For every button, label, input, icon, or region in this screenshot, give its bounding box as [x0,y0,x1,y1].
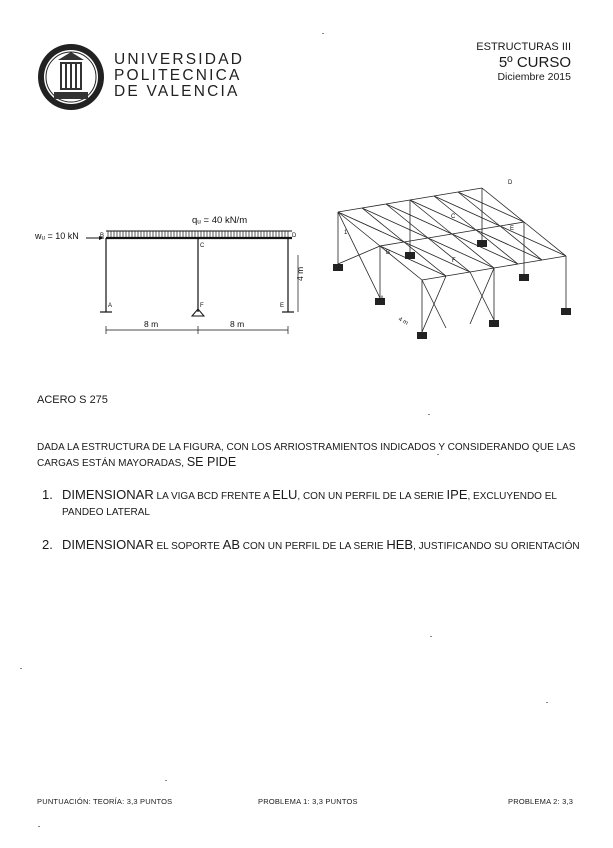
question-keyword: DIMENSIONAR [62,537,154,552]
frame-diagram [35,175,320,345]
iso-label-f: F [452,258,456,264]
node-label-a: A [108,303,113,309]
node-label-e: E [280,303,285,309]
course-info [371,40,571,84]
scan-speck [322,33,324,34]
span-right-label: 8 m [230,319,245,329]
university-seal-icon [36,42,106,112]
iso-label-1: 1 [344,230,348,236]
question-1 [42,487,580,521]
question-number: 1. [42,487,53,502]
iso-label-a: A [380,296,385,302]
question-text: , JUSTIFICANDO SU ORIENTACIÓN [413,541,580,552]
iso-label-d: D [508,180,513,186]
university-name-line-3: DE VALENCIA [114,83,240,100]
course-year: 5º CURSO [498,54,571,71]
question-keyword: ELU [272,487,298,502]
statement-se-pide: SE PIDE [186,455,237,469]
university-logo-block [36,42,246,112]
distributed-load-icon [106,231,292,237]
problem-statement [37,440,577,471]
node-label-f: F [200,303,204,309]
question-keyword: DIMENSIONAR [62,487,154,502]
footer-score-problem-2: PROBLEMA 2: 3,3 [508,797,574,806]
course-subject: ESTRUCTURAS III [476,41,571,53]
statement-text: DADA LA ESTRUCTURA DE LA FIGURA, CON LOS ARRIOSTRAMIENTOS INDICADOS Y CONSIDERANDO QUE LAS CARGAS ESTÁN MAYORADAS, [37,442,576,469]
distributed-load-label: qᵤ = 40 kN/m [192,215,248,226]
question-keyword: AB [222,537,240,552]
question-text: , CON UN PERFIL DE LA SERIE [297,491,447,502]
scan-speck [430,636,432,637]
question-text: , EXCLUYENDO EL PANDEO LATERAL [62,491,557,518]
footer-score-problem-1: PROBLEMA 1: 3,3 PUNTOS [258,797,358,806]
node-label-b: B [100,233,105,239]
course-date: Diciembre 2015 [497,71,571,83]
scan-speck [165,780,167,781]
material-label: ACERO S 275 [37,394,108,406]
question-2 [42,537,580,555]
question-keyword: IPE [446,487,468,502]
scan-speck [437,454,439,455]
question-text: EL SOPORTE [153,541,223,552]
scan-speck [546,702,548,703]
scan-speck [428,414,430,415]
question-keyword: HEB [386,537,414,552]
span-left-label: 8 m [144,319,159,329]
scan-speck [20,668,22,669]
iso-dimension-label: 4 m [397,316,409,327]
horizontal-load-label: wᵤ = 10 kN [35,231,79,241]
footer-score-theory: PUNTUACIÓN: TEORÍA: 3,3 PUNTOS [37,797,173,806]
node-label-c: C [200,243,205,249]
university-name-line-2: POLITECNICA [114,67,242,84]
node-label-d: D [292,233,297,239]
scan-speck [38,826,40,827]
isometric-structure-diagram [318,172,588,357]
question-text: CON UN PERFIL DE LA SERIE [240,541,387,552]
iso-label-e: E [510,226,515,232]
university-name-line-1: UNIVERSIDAD [114,51,245,68]
iso-label-c: C [451,214,456,220]
iso-label-b: B [386,250,391,256]
height-label: 4 m [295,266,305,281]
question-text: LA VIGA BCD FRENTE A [153,491,273,502]
question-number: 2. [42,537,53,552]
